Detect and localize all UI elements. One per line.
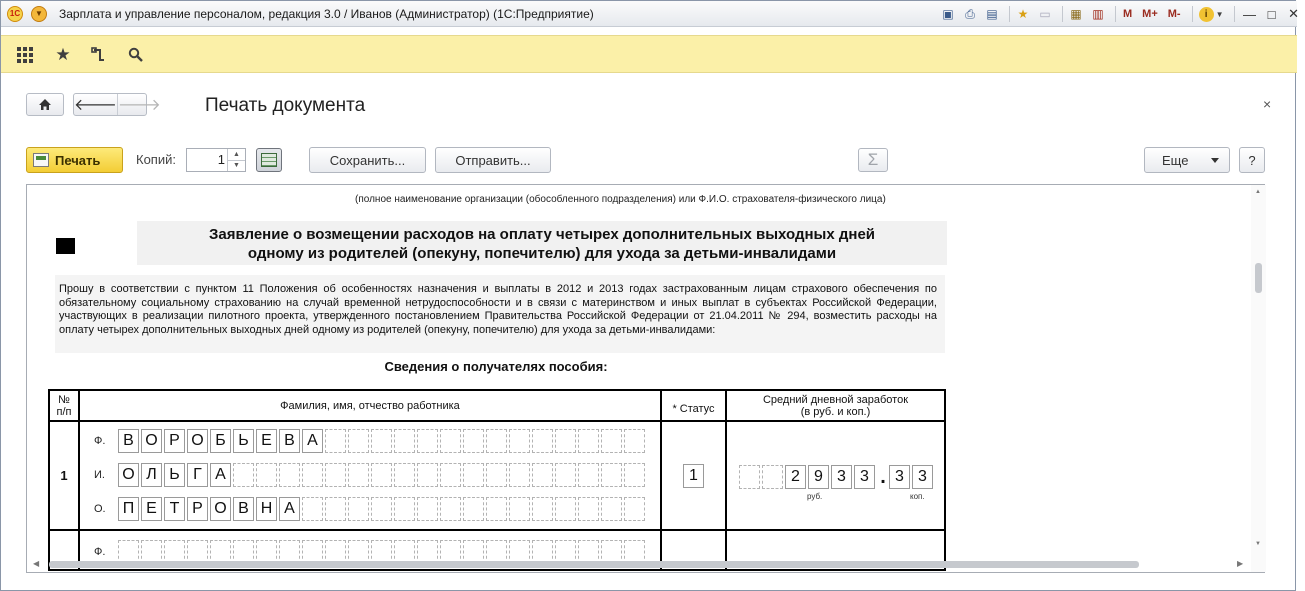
header-earnings-line-2: (в руб. и коп.) (800, 405, 871, 418)
vertical-scroll-thumb[interactable] (1255, 263, 1262, 293)
char-cell (325, 429, 346, 453)
char-cell: А (210, 463, 231, 487)
char-cell: 9 (808, 465, 829, 489)
heading-line-2: одному из родителей (опекуну, попечителю) для ухода за детьми-инвалидами (247, 245, 837, 262)
char-cell (762, 465, 783, 489)
edit-table-icon (261, 153, 277, 167)
char-cell: В (233, 497, 254, 521)
char-cell (440, 497, 461, 521)
rub-caption: руб. (807, 492, 823, 501)
edit-document-button[interactable] (256, 148, 282, 172)
char-cell (325, 497, 346, 521)
home-icon (38, 98, 52, 111)
row-status (661, 421, 726, 530)
table-header-row (49, 390, 945, 421)
send-button[interactable]: Отправить... (435, 147, 551, 173)
toolbar-separator (1234, 6, 1235, 22)
char-cell (463, 463, 484, 487)
char-cell: П (118, 497, 139, 521)
char-cell (509, 429, 530, 453)
char-cell: О (210, 497, 231, 521)
earnings-value (739, 465, 935, 489)
char-cell: В (279, 429, 300, 453)
char-cell (486, 429, 507, 453)
horizontal-scroll-thumb[interactable] (49, 561, 1139, 568)
scroll-up-icon[interactable]: ▲ (1255, 189, 1261, 195)
printer-icon (33, 153, 49, 167)
document-sheet (27, 185, 1266, 574)
char-cell: О (141, 429, 162, 453)
app-logo-icon[interactable]: 1С (7, 6, 23, 22)
main-menu-button[interactable]: ▼ (31, 6, 47, 22)
char-cell: Р (187, 497, 208, 521)
char-cell (555, 463, 576, 487)
char-cell (440, 429, 461, 453)
char-cell: Р (164, 429, 185, 453)
calendar-icon[interactable]: ▥ (1092, 7, 1104, 21)
char-cell: 3 (889, 465, 910, 489)
char-cell (555, 429, 576, 453)
char-cell (440, 463, 461, 487)
char-cell (348, 463, 369, 487)
char-cell (601, 429, 622, 453)
char-cell (601, 463, 622, 487)
patronymic-prefix: О. (94, 503, 106, 515)
header-num (49, 390, 79, 421)
memory-add-button[interactable]: M+ (1142, 8, 1158, 20)
surname-cells (118, 429, 647, 453)
print-button[interactable] (26, 147, 123, 173)
char-cell (532, 429, 553, 453)
char-cell: Б (210, 429, 231, 453)
window-close-button[interactable]: ✕ (1288, 6, 1299, 21)
char-cell: Ь (233, 429, 254, 453)
char-cell (394, 429, 415, 453)
char-cell (624, 497, 645, 521)
char-cell: 3 (854, 465, 875, 489)
char-cell (739, 465, 760, 489)
char-cell (578, 463, 599, 487)
print-icon[interactable]: ⎙ (965, 6, 975, 21)
char-cell (417, 429, 438, 453)
surname-line (94, 428, 647, 454)
more-button[interactable] (1144, 147, 1230, 173)
scroll-right-icon[interactable]: ▶ (1237, 559, 1244, 568)
char-cell (509, 463, 530, 487)
memory-store-button[interactable]: M (1123, 8, 1133, 20)
char-cell: А (302, 429, 323, 453)
name-cells (118, 463, 647, 487)
request-text: Прошу в соответствии с пунктом 11 Положения об особенностях назначения и выплаты в 2012 и 2013 годах застрахованным лицам страхового обеспечения по обязательному социальному страхованию на случай временной нетрудоспособности и в связи с материнством и иных выплат в субъектах Российской Федерации, участвующих в реализации пилотного проекта, утвержденного постановлением Правительства Российской Федерации от 21.04.2011 № 294, возместить расходы на оплату четырех дополнительных выходных дней одному из родителей (опекуну, попечителю) для ухода за детьми-инвалидами: (59, 283, 937, 337)
header-name (79, 390, 661, 421)
sections-panel (1, 35, 1297, 73)
char-cell: 3 (912, 465, 933, 489)
row-fio (79, 421, 661, 530)
info-dropdown-icon: ▼ (1215, 9, 1224, 19)
char-cell: О (187, 429, 208, 453)
char-cell (624, 463, 645, 487)
char-cell (279, 463, 300, 487)
history-icon[interactable] (89, 45, 109, 65)
row-earnings (726, 421, 945, 530)
char-cell (578, 429, 599, 453)
save-icon[interactable]: ▣ (942, 7, 954, 21)
minimize-button[interactable]: — (1243, 6, 1257, 22)
history-nav (73, 93, 161, 116)
page-title: Печать документа (205, 95, 366, 116)
char-cell (578, 497, 599, 521)
surname-prefix: Ф. (94, 435, 106, 447)
header-status (661, 390, 726, 421)
spreadsheet-document[interactable] (26, 184, 1265, 573)
char-cell (348, 497, 369, 521)
char-cell: Н (256, 497, 277, 521)
title-toolbar (939, 5, 1305, 23)
patronymic-cells (118, 497, 647, 521)
char-cell (509, 497, 530, 521)
kop-caption: коп. (910, 492, 925, 501)
surname-prefix: Ф. (94, 546, 106, 558)
char-cell (532, 497, 553, 521)
save-button[interactable]: Сохранить... (309, 147, 426, 173)
sum-button[interactable]: Σ (858, 148, 888, 172)
back-button[interactable]: 🡐 (74, 97, 117, 114)
char-cell (624, 429, 645, 453)
header-name-label: Фамилия, имя, отчество работника (280, 399, 460, 412)
char-cell (394, 497, 415, 521)
toolbar-separator (1009, 6, 1010, 22)
char-cell: В (118, 429, 139, 453)
preview-icon[interactable]: ▤ (986, 7, 998, 21)
char-cell (233, 463, 254, 487)
copies-spinner[interactable] (227, 149, 245, 171)
earnings-kop-cells (889, 465, 935, 489)
apps-grid-icon[interactable] (15, 45, 35, 65)
char-cell (371, 497, 392, 521)
copies-label: Копий: (136, 152, 176, 167)
heading-line-1: Заявление о возмещении расходов на оплату четырех дополнительных выходных дней (208, 226, 876, 243)
char-cell: А (279, 497, 300, 521)
document-heading (137, 225, 947, 263)
spin-down-icon[interactable]: ▼ (233, 162, 240, 170)
memory-subtract-button[interactable]: M- (1167, 8, 1181, 20)
favorite-add-icon[interactable]: ★ (1017, 7, 1029, 21)
toolbar-separator (1192, 6, 1193, 22)
char-cell (486, 463, 507, 487)
status-value: 1 (683, 464, 704, 488)
char-cell (532, 463, 553, 487)
table-row (49, 421, 945, 530)
toolbar-separator (1115, 6, 1116, 22)
char-cell (371, 429, 392, 453)
char-cell (348, 429, 369, 453)
more-label: Еще (1162, 152, 1189, 168)
recipients-heading: Сведения о получателях пособия: (384, 359, 608, 374)
scroll-down-icon[interactable]: ▼ (1255, 541, 1261, 547)
name-line (94, 462, 647, 488)
name-prefix: И. (94, 469, 105, 481)
char-cell (302, 463, 323, 487)
char-cell (394, 463, 415, 487)
header-earnings-line-1: Средний дневной заработок (762, 393, 909, 406)
recipients-table (48, 389, 946, 571)
copies-input[interactable] (186, 148, 246, 172)
info-icon[interactable] (1197, 5, 1226, 23)
forward-button[interactable]: 🡒 (117, 94, 161, 115)
char-cell (325, 463, 346, 487)
char-cell: Ь (164, 463, 185, 487)
char-cell (463, 497, 484, 521)
window-title: Зарплата и управление персоналом, редакция 3.0 / Иванов (Администратор) (1С:Предприятие) (59, 7, 594, 21)
row-num: 1 (49, 421, 79, 530)
header-num-label: № п/п (56, 393, 72, 418)
form-close-button[interactable]: × (1263, 96, 1272, 112)
char-cell (256, 463, 277, 487)
patronymic-line (94, 496, 647, 522)
home-button[interactable] (26, 93, 64, 116)
star-icon[interactable]: ★ (55, 45, 71, 64)
toolbar-separator (1062, 6, 1063, 22)
chevron-down-icon (1211, 158, 1219, 163)
char-cell: Г (187, 463, 208, 487)
link-icon[interactable]: ▭ (1039, 7, 1051, 21)
char-cell: Е (256, 429, 277, 453)
char-cell (417, 463, 438, 487)
char-cell (371, 463, 392, 487)
calculator-icon[interactable]: ▦ (1070, 7, 1082, 21)
char-cell: О (118, 463, 139, 487)
spin-up-icon[interactable]: ▲ (228, 149, 245, 161)
title-bar (1, 1, 1297, 27)
earnings-rub-cells (739, 465, 877, 489)
print-label: Печать (55, 152, 101, 168)
char-cell (486, 497, 507, 521)
header-status-label: * Статус (672, 402, 715, 415)
info-label: i (1199, 7, 1214, 22)
char-cell (601, 497, 622, 521)
org-caption: (полное наименование организации (обособленного подразделения) или Ф.И.О. страхователя-физического лица) (355, 194, 886, 205)
char-cell: 2 (785, 465, 806, 489)
char-cell (555, 497, 576, 521)
scroll-left-icon[interactable]: ◀ (33, 559, 40, 568)
decimal-point: . (880, 466, 886, 488)
char-cell: 3 (831, 465, 852, 489)
header-earnings (726, 390, 945, 421)
char-cell: Л (141, 463, 162, 487)
vertical-scrollbar[interactable] (1251, 185, 1266, 572)
copies-value: 1 (217, 152, 225, 167)
char-cell (463, 429, 484, 453)
char-cell (417, 497, 438, 521)
char-cell: Т (164, 497, 185, 521)
maximize-button[interactable]: □ (1267, 6, 1276, 22)
char-cell (302, 497, 323, 521)
char-cell: Е (141, 497, 162, 521)
search-icon[interactable] (126, 45, 146, 65)
help-button[interactable]: ? (1239, 147, 1265, 173)
alignment-marker-left (56, 238, 75, 254)
